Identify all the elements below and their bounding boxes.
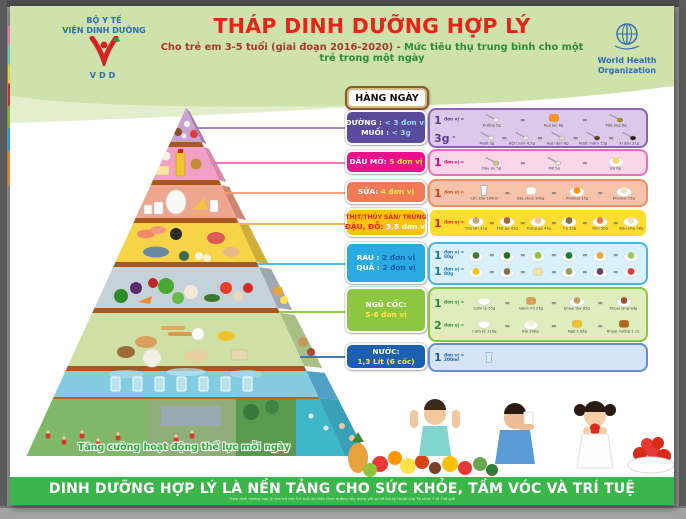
food-group-label: THỊT/THỦY SẢN/ TRỨNG: [345, 213, 427, 221]
food-icon-spoon: [585, 129, 601, 142]
who-name-line2: Organization: [597, 65, 657, 75]
food-group-box-dau-mo: [345, 150, 427, 174]
food-equivalent-item: [590, 111, 642, 129]
food-equivalent-item: [466, 249, 488, 262]
equivalence-panel-dau-mo-equivalents: [428, 149, 648, 176]
food-equivalent-label: Nước mắm 15g: [579, 141, 608, 146]
food-equivalent-item: [605, 317, 642, 335]
food-icon-plate: [499, 249, 515, 262]
food-group-label: ĐƯỜNG :: [345, 117, 385, 127]
food-group-amount: 2 đơn vị: [382, 263, 416, 272]
food-equivalent-label: Thịt gà 42g: [496, 226, 518, 231]
equivalence-row: [434, 351, 642, 364]
food-icon-spoon: [484, 154, 500, 167]
equivalence-row: [434, 249, 642, 262]
food-group-amount: < 3g: [391, 127, 411, 137]
food-equivalent-label: Sữa chua 100g: [516, 196, 545, 201]
food-icon-plate: [561, 214, 577, 227]
unit-count: 1: [434, 296, 442, 310]
food-equivalent-item: [559, 214, 581, 232]
institute-name: VIỆN DINH DƯỠNG: [62, 26, 146, 35]
food-equivalent-label: Cốc sữa 100ml: [470, 196, 498, 201]
equivalence-row: [434, 154, 642, 172]
food-equivalent-label: Xì dầu 21g: [618, 141, 639, 146]
food-icon-blob: [546, 111, 562, 124]
food-equivalent-item: [497, 265, 519, 278]
subtitle-intake: Mức tiêu thụ trung bình cho một trẻ trong một ngày: [319, 41, 584, 65]
unit-label: đơn vị = 80g: [443, 266, 464, 277]
food-group-label: SỮA:: [357, 187, 381, 197]
equals-sign: =: [520, 158, 526, 167]
unit-label: đơn vị =: [443, 220, 464, 226]
food-icon-blob: [569, 317, 585, 330]
equivalence-row: [434, 317, 642, 335]
equivalence-panel-ngu-coc-equivalents: [428, 287, 648, 342]
equals-sign: =: [582, 116, 588, 124]
equivalence-panel-rau-qua-equivalents: [428, 242, 648, 285]
food-equivalent-label: Tôm 30g: [592, 226, 609, 231]
food-pyramid: [26, 106, 376, 462]
equals-sign: =: [504, 189, 511, 197]
food-group-amount: 4 đơn vị: [380, 187, 415, 197]
unit-label: đơn vị = 200ml: [443, 352, 464, 362]
equals-sign: =: [551, 189, 557, 197]
unit-label: đơn vị =: [443, 322, 464, 328]
food-equivalent-label: Bột canh 4,5g: [509, 141, 536, 146]
food-group-label: DẦU MỠ:: [349, 157, 390, 167]
food-icon-plate: [592, 265, 608, 278]
food-icon-spoon: [550, 129, 566, 142]
food-group-label: ĐẬU, ĐỖ:: [344, 221, 387, 231]
food-equivalent-item: [497, 214, 519, 232]
equals-sign: =: [551, 219, 557, 227]
food-equivalent-label: Bơ 6g: [610, 165, 622, 171]
food-icon-plate: [569, 184, 585, 197]
food-icon-spoon: [514, 129, 530, 142]
poster-title: THÁP DINH DƯỠNG HỢP LÝ: [213, 14, 531, 38]
food-group-label: QUẢ :: [356, 263, 383, 272]
food-equivalent-item: [528, 111, 580, 129]
food-equivalent-label: Khoai nướng 1 củ: [607, 329, 640, 334]
ministry-name: BỘ Y TẾ: [86, 16, 122, 25]
food-equivalent-label: Dầu ăn 5g: [482, 165, 502, 171]
food-icon-glass: [476, 184, 492, 197]
food-equivalent-label: Bánh mì 27g: [518, 306, 543, 312]
food-icon-spoon: [621, 129, 637, 142]
food-icon-plate: [468, 265, 484, 278]
vdd-acronym: VDD: [89, 71, 119, 80]
equals-sign: =: [501, 134, 508, 142]
footer-attribution: Tháp dinh dưỡng hợp lý cho trẻ em 3-5 tuổi do Viện Dinh dưỡng xây dựng với sự hỗ trợ kỹ thuật của Tổ chức Y tế Thế giới: [228, 497, 456, 502]
food-icon-blob: [530, 265, 546, 278]
food-group-label: NƯỚC:: [372, 346, 400, 356]
equals-sign: =: [613, 251, 619, 260]
equals-sign: =: [489, 251, 495, 260]
unit-count: 1: [434, 216, 442, 230]
food-icon-plate: [616, 294, 632, 307]
food-equivalent-item: [580, 129, 606, 147]
equivalence-panel-duong-muoi-equivalents: [428, 108, 648, 148]
food-equivalent-item: [528, 249, 550, 262]
equivalence-row: [434, 214, 642, 232]
unit-label: đơn vị =: [443, 300, 464, 306]
food-equivalent-item: [621, 214, 643, 232]
food-equivalent-label: Hạt nêm 6g: [546, 141, 569, 146]
food-icon-plate: [569, 294, 585, 307]
food-equivalent-label: Thịt lợn 31g: [465, 226, 488, 231]
food-equivalent-item: [616, 129, 642, 147]
equals-sign: =: [582, 251, 588, 260]
food-group-amount: 2 đơn vị: [382, 253, 416, 263]
food-icon-spoon: [546, 154, 562, 167]
food-group-box-duong-muoi: [345, 110, 427, 145]
food-equivalent-item: [605, 294, 642, 312]
food-equivalent-label: Cơm tẻ 110g: [472, 329, 497, 334]
equals-sign: =: [582, 219, 588, 227]
subtitle-audience: Cho trẻ em 3-5 tuổi (giai đoạn 2016-2020) -: [160, 41, 405, 53]
footer-slogan: DINH DƯỠNG HỢP LÝ LÀ NỀN TẢNG CHO SỨC KHỎE, TẦM VÓC VÀ TRÍ TUỆ: [48, 481, 636, 497]
unit-count: 1: [434, 351, 442, 364]
equals-sign: =: [520, 251, 526, 260]
food-icon-plate: [623, 249, 639, 262]
food-equivalent-item: [621, 249, 643, 262]
equals-sign: =: [597, 321, 604, 330]
equivalence-panel-thit-equivalents: [428, 208, 648, 238]
equals-sign: =: [572, 134, 579, 142]
activity-caption: Tăng cường hoạt động thể lực mỗi ngày: [77, 442, 291, 453]
poster-subtitle: [160, 42, 584, 66]
equivalence-panel-nuoc-equivalents: [428, 343, 648, 372]
food-icon-plate: [561, 249, 577, 262]
food-icon-plate: [623, 265, 639, 278]
food-equivalent-item: [559, 317, 596, 335]
connector-line-rau-qua: [257, 263, 347, 265]
food-equivalent-item: [466, 265, 488, 278]
food-equivalent-item: [512, 294, 549, 312]
food-icon-plate: [623, 214, 639, 227]
food-icon-plate: [592, 214, 608, 227]
equals-sign: =: [597, 189, 604, 197]
food-icon-plate: [530, 214, 546, 227]
equals-sign: =: [504, 299, 511, 308]
food-equivalent-item: [466, 351, 512, 364]
unit-count: 1: [434, 186, 442, 200]
food-icon-plate: [499, 265, 515, 278]
food-icon-spoon: [479, 129, 495, 142]
food-equivalent-item: [590, 249, 612, 262]
equals-sign: =: [551, 299, 557, 308]
food-equivalent-item: [512, 184, 549, 202]
connector-line-ngu-coc: [279, 311, 347, 313]
food-equivalent-item: [466, 294, 503, 312]
food-equivalent-item: [466, 317, 503, 335]
unit-count: 1: [434, 248, 442, 262]
equals-sign: =: [537, 134, 543, 142]
food-group-label: RAU :: [356, 253, 382, 263]
food-equivalent-label: Mỡ 5g: [548, 165, 560, 171]
food-icon-plate: [468, 214, 484, 227]
food-equivalent-label: Cơm tẻ 55g: [473, 306, 496, 312]
equivalence-row: [434, 111, 642, 129]
food-group-box-nuoc: [345, 343, 427, 370]
unit-label: đơn vị =: [443, 190, 464, 196]
food-icon-plate: [608, 154, 624, 167]
equals-sign: =: [551, 321, 557, 330]
food-equivalent-item: [621, 265, 643, 278]
food-equivalent-item: [559, 249, 581, 262]
food-equivalent-label: Phomat 15g: [565, 196, 589, 201]
unit-count: 1: [434, 156, 442, 169]
food-icon-blob: [523, 184, 539, 197]
food-icon-blob: [523, 294, 539, 307]
window-frame-right: [679, 0, 686, 517]
food-equivalent-label: Ngô 1 bắp: [567, 329, 587, 334]
food-icon-bowl: [476, 317, 492, 330]
food-group-label: NGŨ CỐC:: [365, 300, 407, 310]
food-equivalent-item: [590, 154, 642, 172]
who-emblem-icon: [612, 20, 642, 50]
title-block: [160, 15, 584, 65]
equivalence-row: [434, 184, 642, 202]
food-equivalent-item: [545, 129, 571, 147]
equals-sign: =: [489, 219, 495, 227]
food-equivalent-label: Cá 35g: [562, 226, 576, 231]
food-equivalent-item: [466, 214, 488, 232]
food-equivalent-label: Phomai 15g: [612, 196, 635, 201]
food-icon-plate: [468, 249, 484, 262]
equivalence-row: [434, 294, 642, 312]
footer-banner: [10, 477, 674, 505]
connector-line-thit-thuy-san-trung-dau-do: [239, 223, 347, 225]
food-icon-plate: [499, 214, 515, 227]
connector-line-sua: [224, 192, 347, 194]
food-icon-spoon: [608, 111, 624, 124]
food-equivalent-label: Đường 5g: [482, 123, 501, 128]
food-group-amount: 1,3 Lít (6 cốc): [357, 356, 415, 366]
food-icon-plate: [616, 184, 632, 197]
equals-sign: =: [582, 267, 588, 276]
food-group-box-thit-thuy-san-trung-dau-do: [345, 208, 427, 237]
food-equivalent-item: [528, 154, 580, 172]
vdd-logo-block: [46, 16, 162, 80]
food-icon-plate: [592, 249, 608, 262]
food-group-amount: 5-6 đơn vị: [365, 310, 407, 319]
who-name-line1: World Health: [597, 56, 657, 65]
food-equivalent-item: [512, 317, 549, 335]
food-equivalent-item: [559, 265, 581, 278]
unit-label: =: [451, 135, 456, 141]
connector-line-dau-mo: [211, 162, 347, 164]
equivalence-row: [434, 129, 642, 147]
unit-label: đơn vị =: [443, 159, 464, 165]
food-equivalent-item: [466, 111, 518, 129]
window-frame-left: [0, 0, 7, 517]
food-icon-glass: [481, 351, 497, 364]
food-equivalent-item: [528, 265, 550, 278]
equals-sign: =: [504, 321, 511, 330]
unit-count: 1: [434, 265, 442, 279]
food-icon-spoon: [484, 111, 500, 124]
food-group-label: MUỐI :: [361, 127, 392, 137]
food-equivalent-item: [497, 249, 519, 262]
equals-sign: =: [582, 158, 588, 167]
food-equivalent-label: Khoai lang 84g: [609, 306, 638, 312]
food-equivalent-item: [590, 214, 612, 232]
children-photo-illustration: [340, 384, 674, 477]
equivalence-panel-sua-equivalents: [428, 179, 648, 207]
unit-label: đơn vị = 80g: [443, 250, 464, 260]
food-equivalent-item: [466, 154, 518, 172]
food-equivalent-label: Trứng gà 47g: [526, 226, 551, 231]
food-group-amount: 3,5 đơn vị: [386, 221, 428, 231]
daily-badge: HÀNG NGÀY: [345, 86, 429, 110]
food-group-box-sua: [345, 180, 427, 204]
equals-sign: =: [551, 267, 557, 276]
food-group-box-rau-qua: [345, 242, 427, 284]
food-icon-plate: [561, 265, 577, 278]
unit-count: 2: [434, 319, 442, 333]
food-equivalent-item: [528, 214, 550, 232]
unit-label: đơn vị =: [443, 117, 464, 123]
food-icon-plate: [530, 249, 546, 262]
window-frame-bottom: [0, 506, 686, 519]
equals-sign: =: [520, 116, 526, 124]
equals-sign: =: [489, 267, 495, 276]
food-equivalent-label: Mật ong 6g: [605, 123, 627, 128]
food-icon-blob: [616, 317, 632, 330]
poster: [10, 6, 674, 505]
connector-line-nuoc: [300, 356, 347, 358]
unit-count: 1: [434, 113, 442, 127]
food-equivalent-item: [466, 184, 503, 202]
equals-sign: =: [520, 267, 526, 276]
food-equivalent-label: Kẹo lạc 8g: [544, 123, 564, 128]
food-icon-bowl: [476, 294, 492, 307]
who-logo-block: [582, 20, 672, 75]
food-equivalent-item: [474, 129, 500, 147]
food-group-amount: < 3 đơn vị: [384, 117, 427, 127]
equivalence-row: [434, 265, 642, 278]
equals-sign: =: [613, 267, 619, 276]
food-group-amount: 5 đơn vị: [389, 157, 423, 167]
food-equivalent-label: Muối 3g: [479, 141, 494, 146]
food-group-box-ngu-coc: [345, 287, 427, 333]
equals-sign: =: [608, 134, 614, 142]
equals-sign: =: [520, 219, 526, 227]
food-equivalent-item: [559, 294, 596, 312]
equals-sign: =: [551, 251, 557, 260]
food-icon-plate: [523, 317, 539, 330]
vdd-logo-icon: [86, 36, 122, 66]
food-equivalent-item: [605, 184, 642, 202]
food-equivalent-label: Khoai tây 95g: [564, 306, 590, 312]
unit-count: 3g: [434, 131, 450, 145]
food-equivalent-item: [590, 265, 612, 278]
connector-line-duong-muoi: [196, 127, 347, 129]
equals-sign: =: [597, 299, 604, 308]
equals-sign: =: [613, 219, 619, 227]
food-equivalent-label: Xôi 100g: [522, 329, 539, 334]
food-equivalent-item: [509, 129, 535, 147]
food-equivalent-item: [559, 184, 596, 202]
food-equivalent-label: Đậu phụ 58g: [619, 226, 644, 231]
